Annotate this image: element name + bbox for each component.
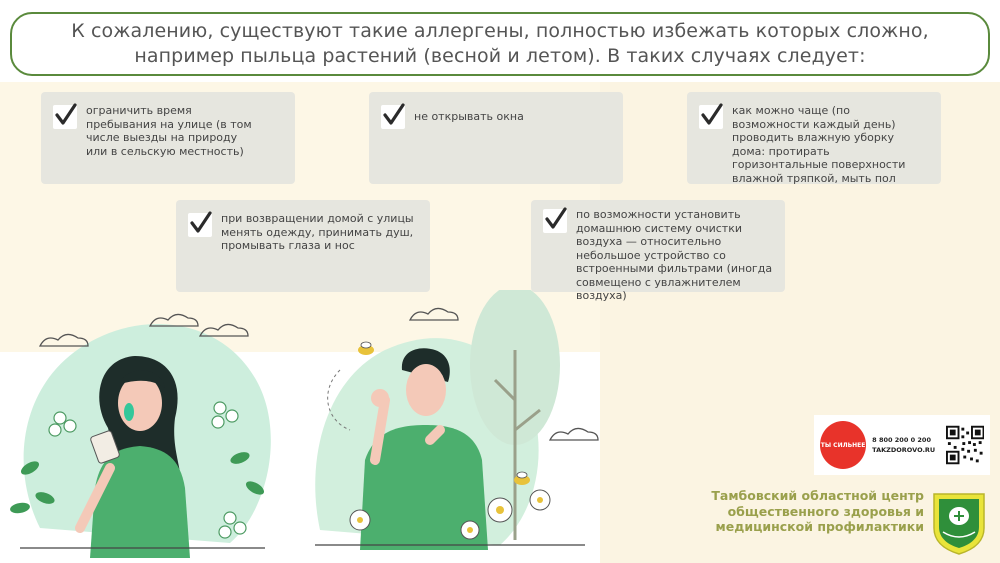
website: TAKZDOROVO.RU	[872, 446, 936, 454]
tip-card-2	[369, 92, 623, 184]
check-icon	[381, 105, 405, 129]
badge-logo: ТЫ СИЛЬНЕЕ	[820, 421, 866, 469]
phone-number: 8 800 200 0 200	[872, 436, 931, 444]
tip-card-3	[687, 92, 941, 184]
qr-code-icon	[946, 425, 984, 465]
check-icon	[53, 105, 77, 129]
check-icon	[188, 213, 212, 237]
bee-icon	[358, 342, 374, 355]
tip-text: ограничить время пребывания на улице (в том числе выезды на природу или в сельскую местность)	[86, 104, 252, 158]
organization-name: Тамбовский областной центр общественного здоровья и медицинской профилактики	[711, 488, 924, 534]
woman-sneezing-illustration	[0, 298, 300, 558]
contact-block	[872, 436, 939, 454]
tip-text: не открывать окна	[414, 110, 524, 123]
check-icon	[699, 105, 723, 129]
hotline-logo	[814, 415, 990, 475]
tip-card-5	[531, 200, 785, 302]
man-allergy-illustration	[300, 290, 600, 560]
tip-text: при возвращении домой с улицы менять одежду, принимать душ, промывать глаза и нос	[221, 212, 414, 252]
tip-text: по возможности установить домашнюю систему очистки воздуха — относительно небольшое устройство со встроенными фильтрами (иногда совмещено с увлажнителем воздуха)	[576, 208, 773, 302]
header-box	[10, 12, 990, 76]
tip-card-4	[176, 200, 430, 292]
check-icon	[543, 209, 567, 233]
header-text: К сожалению, существуют такие аллергены, полностью избежать которых сложно, например пыльца растений (весной и летом). В таких случаях следует:	[71, 20, 929, 67]
tip-card-1	[41, 92, 295, 184]
emblem-icon	[928, 488, 990, 556]
tip-text: как можно чаще (по возможности каждый день) проводить влажную уборку дома: протирать горизонтальные поверхности влажной тряпкой, мыть пол	[732, 104, 906, 185]
